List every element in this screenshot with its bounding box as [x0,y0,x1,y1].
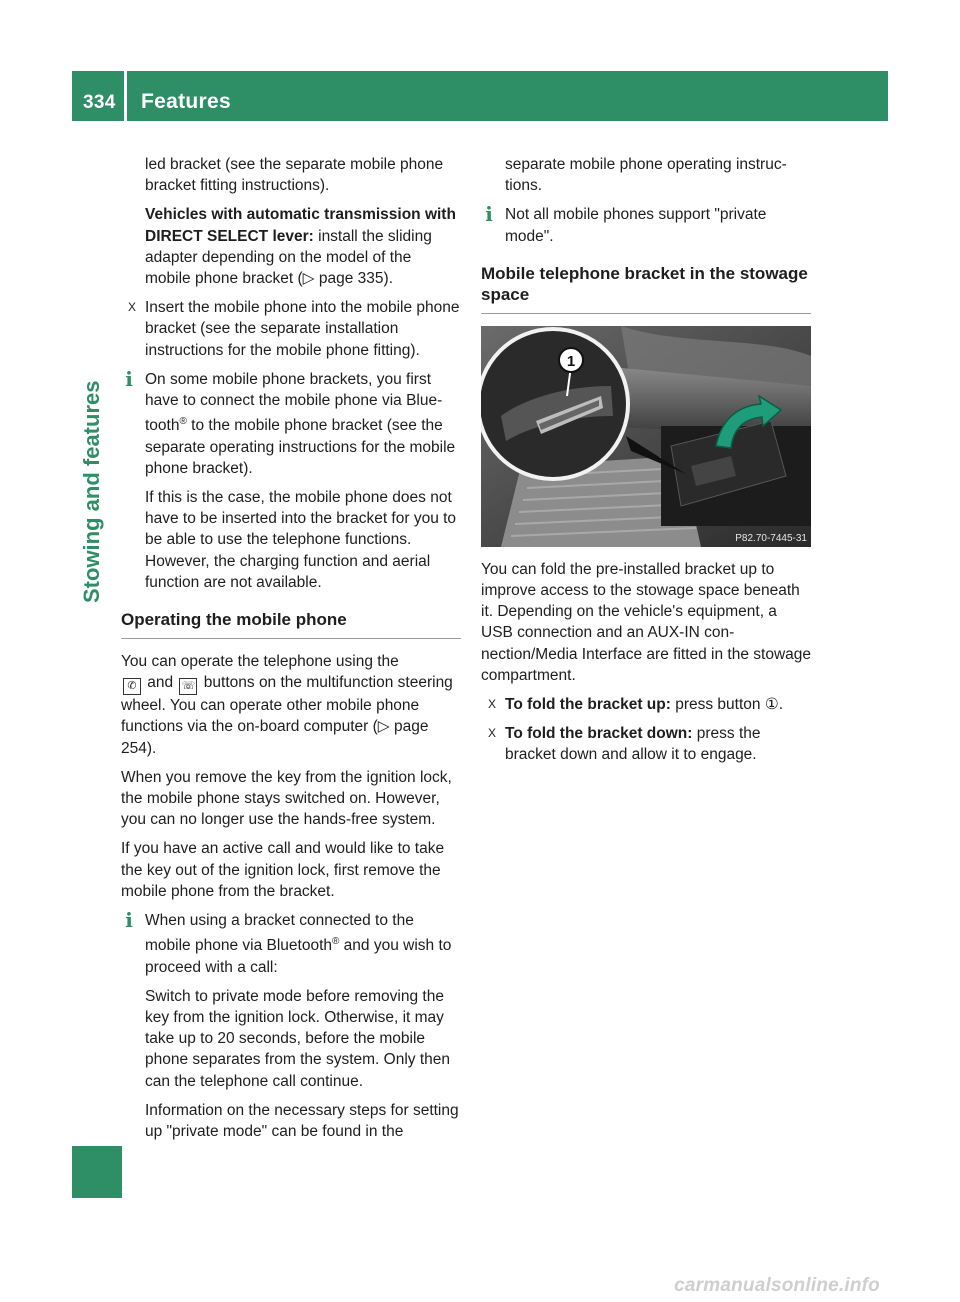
photo-illustration [481,326,811,547]
info-note-text: When using a bracket connected to the mobile phone via Bluetooth® and you wish to proceed with a call: [145,912,452,976]
info-note-text-3: Information on the necessary steps for setting up "private mode" can be found in the [145,1101,459,1141]
list-item [481,723,811,765]
side-section-label: Stowing and features [79,380,104,603]
list-item [481,694,811,715]
info-note [121,366,461,593]
side-tab-marker [72,1146,122,1198]
info-note [481,204,811,246]
info-note-text: Not all mobile phones support "private mode". [505,206,767,245]
bullet-icon: X [488,697,497,712]
registered-mark: ® [332,936,340,948]
fold-down-text: press the bracket down and allow it to engage. [505,725,761,764]
info-note-text: On some mobile phone brackets, you first have to connect the mobile phone via Bluetooth® to the mobile phone bracket (see the separate operating instructions for the mobile phone bracket). [145,370,456,477]
paragraph-operate: You can operate the telephone using the ✆ and ☏ buttons on the multifunction steering wheel. You can operate other mobile phone functions via the on-board computer (▷ page 254). [121,653,453,757]
info-note-text-2: If this is the case, the mobile phone does not have to be inserted into the bracket for you to be able to use the telephone functions. However, the charging function and aerial function are not available. [145,489,457,591]
list-item [121,297,461,361]
phone-accept-icon: ✆ [123,678,141,695]
paragraph-continued: separate mobile phone operating instructions. [505,156,787,195]
info-icon: i [125,908,133,933]
watermark: carmanualsonline.info [674,1275,880,1296]
info-icon: i [485,202,493,227]
paragraph-fold-description: You can fold the pre-installed bracket up to improve access to the stowage space beneath it. Depending on the vehicle's equipment, a USB connection and an AUX-IN connection/Media Interface are fitted in the stowage compartment. [481,560,812,684]
paragraph-bracket-instructions: led bracket (see the separate mobile phone bracket fitting instructions). [145,156,444,195]
fold-up-label: To fold the bracket up: [505,696,671,714]
bullet-insert-text: Insert the mobile phone into the mobile phone bracket (see the separate installation instructions for the mobile phone fitting). [145,299,460,359]
info-note-text-2: Switch to private mode before removing the key from the ignition lock. Otherwise, it may take up to 20 seconds, before the mobile phone separates from the system. Only then can the telephone call continue. [145,987,450,1090]
paragraph-key-removed: When you remove the key from the ignition lock, the mobile phone stays switched on. However, you can no longer use the hands-free system. [121,768,452,829]
fold-down-label: To fold the bracket down: [505,725,693,743]
section-heading-operating: Operating the mobile phone [121,609,461,639]
callout-number: 1 [566,352,576,370]
info-icon: i [125,366,133,391]
photo-code: P82.70-7445-31 [735,532,807,544]
direct-select-text: install the sliding adapter depending on the model of the mobile phone bracket (▷ page 335). [145,227,432,288]
fold-up-text: press button ①. [670,696,784,714]
phone-reject-icon: ☏ [179,678,197,695]
paragraph-active-call: If you have an active call and would like to take the key out of the ignition lock, first remove the mobile phone from the bracket. [121,840,445,900]
right-column [481,154,811,774]
info-note [121,910,461,1142]
chapter-title: Features [141,90,231,113]
left-column [121,154,461,1150]
bullet-icon: X [128,300,137,315]
section-heading-stowage: Mobile telephone bracket in the stowage space [481,263,811,314]
page-number: 334 [83,92,116,113]
direct-select-label: Vehicles with automatic transmission with DIRECT SELECT lever: [145,206,456,245]
bullet-icon: X [488,726,497,741]
registered-mark: ® [179,416,187,428]
header-separator [124,71,127,121]
stowage-bracket-photo [481,326,811,547]
paragraph-direct-select [121,204,461,289]
